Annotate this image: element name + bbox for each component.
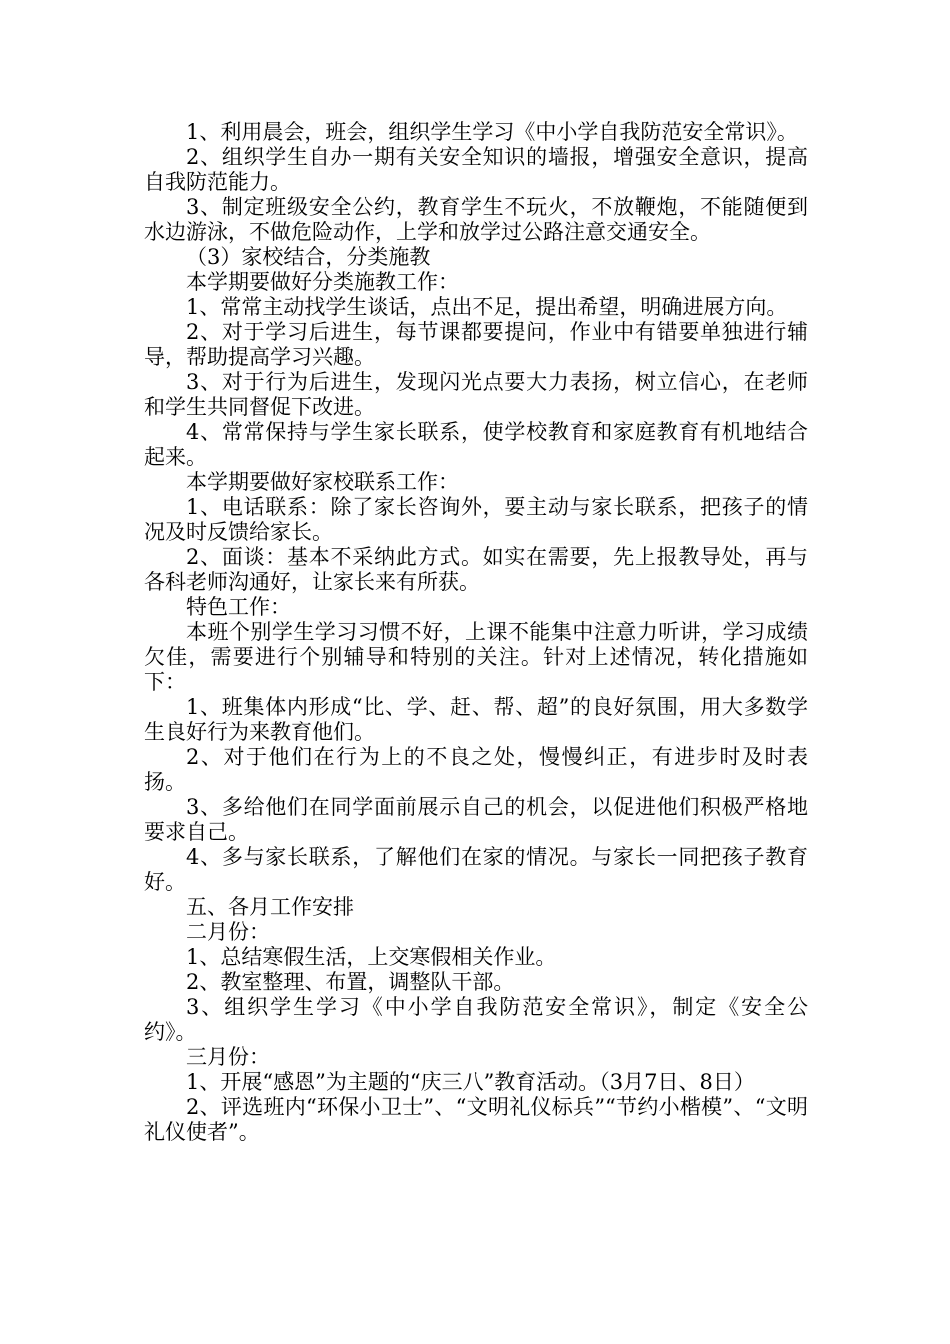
paragraph-classified-1: 1、常常主动找学生谈话，点出不足，提出希望，明确进展方向。 <box>186 295 788 319</box>
paragraph-classified-3: 3、对于行为后进生，发现闪光点要大力表扬，树立信心，在老师和学生共同督促下改进。 <box>144 370 808 419</box>
paragraph-intro-contact: 本学期要做好家校联系工作： <box>186 470 459 494</box>
paragraph-special-3: 3、多给他们在同学面前展示自己的机会，以促进他们积极严格地要求自己。 <box>144 795 808 844</box>
paragraph-intro-classified: 本学期要做好分类施教工作： <box>186 270 459 294</box>
paragraph-march-2: 2、评选班内“环保小卫士”、“文明礼仪标兵”“节约小楷模”、“文明礼仪使者”。 <box>144 1095 808 1144</box>
paragraph-safety-3: 3、制定班级安全公约，教育学生不玩火，不放鞭炮，不能随便到水边游泳，不做危险动作，上学和放学过公路注意交通安全。 <box>144 195 808 244</box>
paragraph-safety-2: 2、组织学生自办一期有关安全知识的墙报，增强安全意识，提高自我防范能力。 <box>144 145 808 194</box>
paragraph-special-4: 4、多与家长联系，了解他们在家的情况。与家长一同把孩子教育好。 <box>144 845 808 894</box>
paragraph-safety-1: 1、利用晨会，班会，组织学生学习《中小学自我防范安全常识》。 <box>186 120 798 144</box>
paragraph-february-3: 3、组织学生学习《中小学自我防范安全常识》，制定《安全公约》。 <box>144 995 808 1044</box>
paragraph-classified-2: 2、对于学习后进生，每节课都要提问，作业中有错要单独进行辅导，帮助提高学习兴趣。 <box>144 320 808 369</box>
section-heading-monthly-plan: 五、各月工作安排 <box>186 895 354 919</box>
paragraph-contact-2: 2、面谈：基本不采纳此方式。如实在需要，先上报教导处，再与各科老师沟通好，让家长来有所获。 <box>144 545 808 594</box>
paragraph-february-1: 1、总结寒假生活，上交寒假相关作业。 <box>186 945 557 969</box>
month-heading-february: 二月份： <box>186 920 270 944</box>
paragraph-special-intro: 本班个别学生学习习惯不好，上课不能集中注意力听讲，学习成绩欠佳，需要进行个别辅导和特别的关注。针对上述情况，转化措施如下： <box>144 620 808 694</box>
paragraph-special-1: 1、班集体内形成“比、学、赶、帮、超”的良好氛围，用大多数学生良好行为来教育他们。 <box>144 695 808 744</box>
document-page <box>144 120 808 1145</box>
paragraph-special-2: 2、对于他们在行为上的不良之处，慢慢纠正，有进步时及时表扬。 <box>144 745 808 794</box>
paragraph-classified-4: 4、常常保持与学生家长联系，使学校教育和家庭教育有机地结合起来。 <box>144 420 808 469</box>
paragraph-march-1: 1、开展“感恩”为主题的“庆三八”教育活动。（3月7日、8日） <box>186 1070 755 1094</box>
section-heading-special-work: 特色工作： <box>186 595 291 619</box>
paragraph-february-2: 2、教室整理、布置，调整队干部。 <box>186 970 515 994</box>
paragraph-contact-1: 1、电话联系：除了家长咨询外，要主动与家长联系，把孩子的情况及时反馈给家长。 <box>144 495 808 544</box>
section-heading-home-school: （3）家校结合，分类施教 <box>186 245 431 269</box>
month-heading-march: 三月份： <box>186 1045 270 1069</box>
